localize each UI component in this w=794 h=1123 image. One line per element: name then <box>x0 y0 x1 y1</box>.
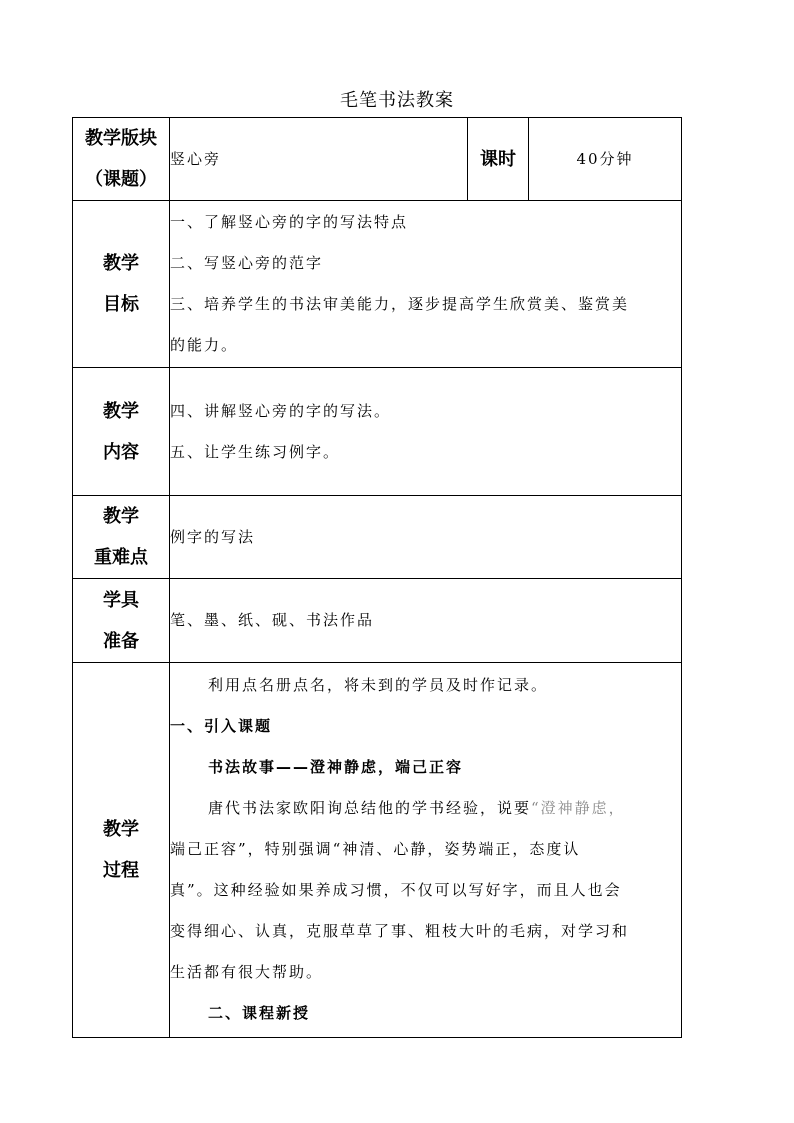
label-class-hours: 课时 <box>468 118 529 201</box>
row-content <box>73 368 682 496</box>
section-heading-intro: 一、引入课题 <box>170 717 273 735</box>
label-process: 教学 过程 <box>73 663 170 1038</box>
content-item: 四、讲解竖心旁的字的写法。 <box>170 401 392 420</box>
class-hours-value: 40分钟 <box>529 118 682 201</box>
topic-value: 竖心旁 <box>170 118 468 201</box>
label-content: 教学 内容 <box>73 368 170 496</box>
story-paragraph-line: 真”。这种经验如果养成习惯，不仅可以写好字，而且人也会 <box>170 881 622 899</box>
section-heading-new-lesson: 二、课程新授 <box>208 1004 311 1022</box>
story-paragraph-line: 变得细心、认真，克服草草了事、粗枝大叶的毛病，对学习和 <box>170 922 630 940</box>
process-text <box>170 663 682 1038</box>
story-paragraph-line: 端己正容”，特别强调“神清、心静，姿势端正，态度认 <box>170 840 581 858</box>
row-difficulties <box>73 496 682 579</box>
label-tools: 学具 准备 <box>73 579 170 663</box>
difficulties-text: 例字的写法 <box>170 496 682 579</box>
row-objectives <box>73 201 682 368</box>
story-paragraph-line: 生活都有很大帮助。 <box>170 963 324 981</box>
roll-call-text: 利用点名册点名，将未到的学员及时作记录。 <box>208 676 549 694</box>
objective-item: 一、了解竖心旁的字的写法特点 <box>170 213 409 231</box>
lesson-plan-table <box>72 117 682 1038</box>
story-paragraph-line: 唐代书法家欧阳询总结他的学书经验，说要“澄神静虑， <box>208 799 626 817</box>
label-teaching-block: 教学版块 （课题） <box>73 118 170 201</box>
row-process <box>73 663 682 1038</box>
document-title: 毛笔书法教案 <box>340 90 454 111</box>
objective-item: 三、培养学生的书法审美能力，逐步提高学生欣赏美、鉴赏美 <box>170 295 630 313</box>
story-title: 书法故事——澄神静虑，端己正容 <box>208 758 464 776</box>
objectives-text <box>170 201 682 368</box>
tools-text: 笔、墨、纸、砚、书法作品 <box>170 579 682 663</box>
objective-item: 的能力。 <box>170 336 239 354</box>
row-topic <box>73 118 682 201</box>
content-text <box>170 368 682 496</box>
content-item: 五、让学生练习例字。 <box>170 442 341 461</box>
label-objectives: 教学 目标 <box>73 201 170 368</box>
objective-item: 二、写竖心旁的范字 <box>170 254 324 272</box>
label-difficulties: 教学 重难点 <box>73 496 170 579</box>
row-tools <box>73 579 682 663</box>
